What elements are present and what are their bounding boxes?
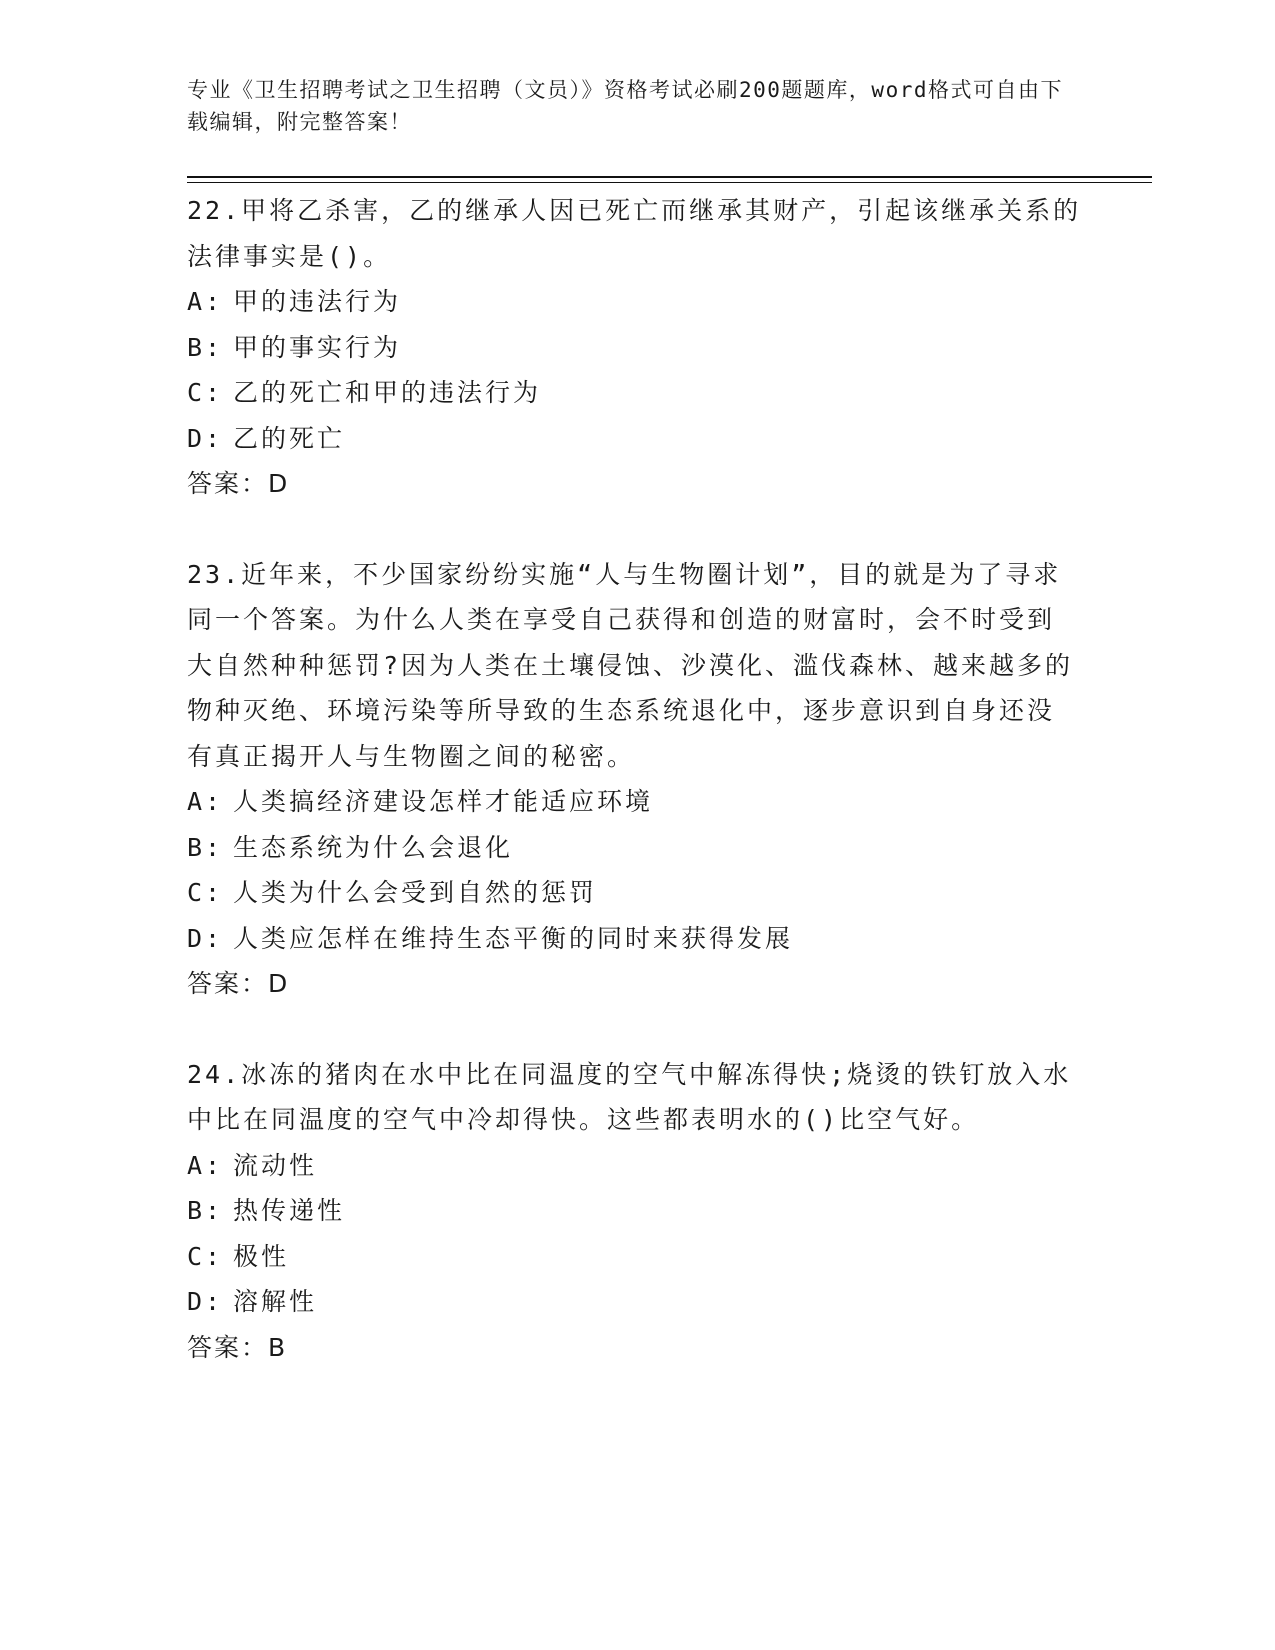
header-divider-thick <box>187 176 1152 178</box>
option-text: 人类搞经济建设怎样才能适应环境 <box>233 787 654 816</box>
option-key: C: <box>187 378 224 407</box>
option-b <box>187 825 1082 871</box>
option-b <box>187 1188 1082 1234</box>
option-b <box>187 325 1082 371</box>
option-text: 甲的违法行为 <box>233 287 402 316</box>
option-text: 乙的死亡和甲的违法行为 <box>233 378 542 407</box>
option-text: 甲的事实行为 <box>233 332 402 362</box>
option-a <box>187 1143 1082 1189</box>
question-stem: 24.冰冻的猪肉在水中比在同温度的空气中解冻得快;烧烫的铁钉放入水中比在同温度的空气中冷却得快。这些都表明水的()比空气好。 <box>187 1059 1072 1134</box>
option-c <box>187 870 1082 916</box>
option-a <box>187 779 1082 825</box>
option-key: B: <box>187 1196 224 1225</box>
document-header: 专业《卫生招聘考试之卫生招聘（文员）》资格考试必刷200题题库，word格式可自由下载编辑，附完整答案！ <box>187 78 1063 134</box>
option-text: 人类为什么会受到自然的惩罚 <box>233 878 598 907</box>
option-key: A: <box>187 287 224 316</box>
option-text: 生态系统为什么会退化 <box>233 832 514 862</box>
option-d <box>187 1279 1082 1325</box>
option-key: A: <box>187 1150 224 1180</box>
question-stem: 22.甲将乙杀害，乙的继承人因已死亡而继承其财产，引起该继承关系的法律事实是()。 <box>187 196 1082 271</box>
option-key: B: <box>187 832 224 862</box>
option-key: D: <box>187 923 224 953</box>
option-key: D: <box>187 1287 224 1316</box>
option-d <box>187 416 1082 462</box>
option-text: 乙的死亡 <box>233 423 346 453</box>
option-key: B: <box>187 332 224 362</box>
answer-line: 答案：D <box>187 969 290 998</box>
option-c <box>187 1234 1082 1280</box>
answer-line: 答案：B <box>187 1332 288 1362</box>
option-c <box>187 370 1082 416</box>
question-22 <box>187 188 1082 507</box>
option-key: D: <box>187 423 224 453</box>
option-text: 溶解性 <box>233 1287 318 1316</box>
header-divider-thin <box>187 182 1152 183</box>
option-d <box>187 916 1082 962</box>
option-a <box>187 279 1082 325</box>
option-text: 热传递性 <box>233 1196 346 1225</box>
option-key: C: <box>187 878 224 907</box>
question-stem: 23.近年来，不少国家纷纷实施“人与生物圈计划”，目的就是为了寻求同一个答案。为什么人类在享受自己获得和创造的财富时，会不时受到大自然种种惩罚?因为人类在土壤侵蚀、沙漠化、滥伐森林、越来越多的物种灭绝、环境污染等所导致的生态系统退化中，逐步意识到自身还没有真正揭开人与生物圈之间的秘密。 <box>187 559 1074 771</box>
option-key: C: <box>187 1241 224 1271</box>
option-text: 流动性 <box>233 1150 318 1180</box>
option-text: 人类应怎样在维持生态平衡的同时来获得发展 <box>233 923 794 953</box>
option-text: 极性 <box>233 1241 290 1271</box>
question-list <box>187 188 1082 1415</box>
answer-line: 答案：D <box>187 469 290 498</box>
question-23 <box>187 552 1082 1007</box>
option-key: A: <box>187 787 224 816</box>
question-24 <box>187 1052 1082 1371</box>
